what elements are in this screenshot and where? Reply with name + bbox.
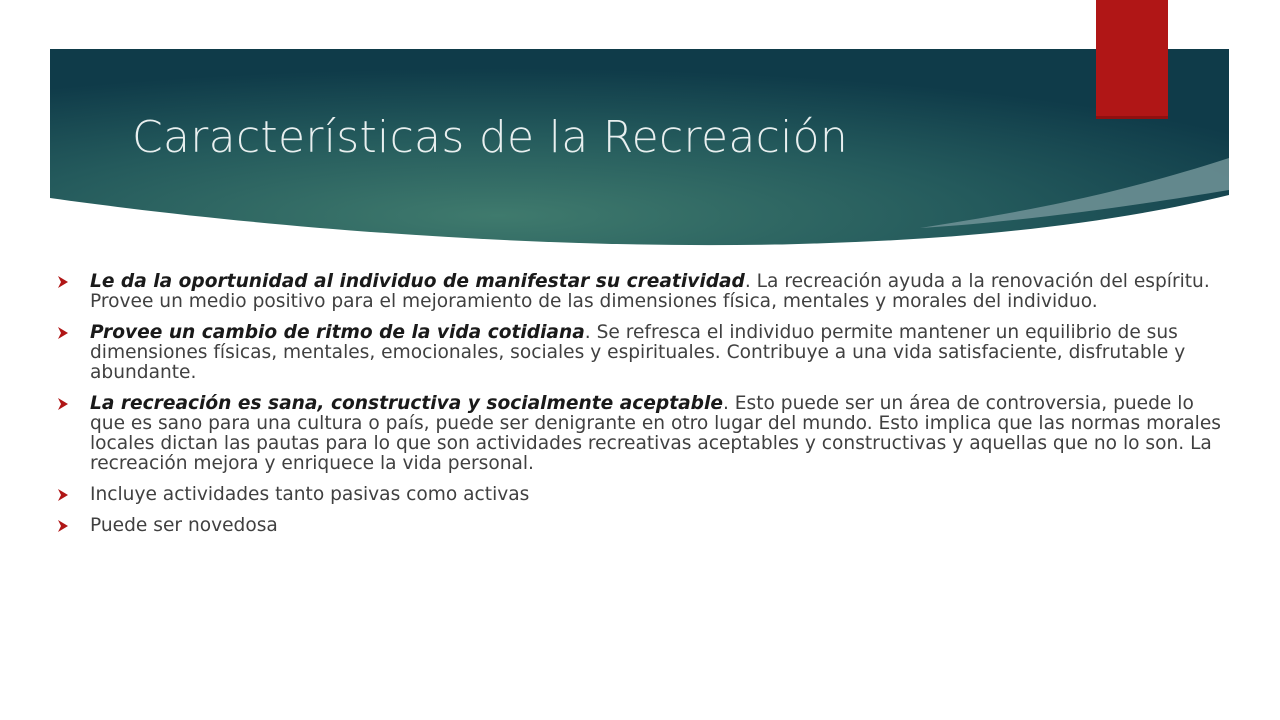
bullet-text: . Se refresca el individuo permite mantener un equilibrio de sus dimensiones físicas, mentales, emocionales, sociales y espirituales. Contribuye a una vida satisfaciente, disfrutable y abundante. — [90, 322, 1186, 383]
bullet-item — [56, 272, 1226, 312]
accent-tab — [1096, 0, 1168, 119]
bullet-arrow-icon — [56, 326, 70, 340]
bullet-arrow-icon — [56, 397, 70, 411]
bullet-text: . Esto puede ser un área de controversia, puede lo que es sano para una cultura o país, puede ser denigrante en otro lugar del mundo. Esto implica que las normas morales locales dictan las pautas para lo que son actividades recreativas aceptables y constructivas y aquellas que no lo son. La recreación mejora y enriquece la vida personal. — [90, 393, 1221, 474]
bullet-arrow-icon — [56, 519, 70, 533]
bullet-item — [56, 394, 1226, 474]
bullet-bold-text: Provee un cambio de ritmo de la vida cotidiana — [90, 322, 585, 343]
bullet-bold-text: Le da la oportunidad al individuo de manifestar su creatividad — [90, 271, 745, 292]
bullet-text: Puede ser novedosa — [90, 515, 278, 536]
bullet-arrow-icon — [56, 488, 70, 502]
bullet-bold-text: La recreación es sana, constructiva y socialmente aceptable — [90, 393, 723, 414]
slide-title: Características de la Recreación — [132, 112, 849, 163]
bullet-arrow-icon — [56, 275, 70, 289]
bullet-text: Incluye actividades tanto pasivas como activas — [90, 484, 530, 505]
bullet-item — [56, 516, 1226, 536]
bullet-item — [56, 485, 1226, 505]
bullet-list — [56, 272, 1226, 547]
bullet-text: . La recreación ayuda a la renovación del espíritu. Provee un medio positivo para el mejoramiento de las dimensiones física, mentales y morales del individuo. — [90, 271, 1210, 312]
bullet-item — [56, 323, 1226, 383]
